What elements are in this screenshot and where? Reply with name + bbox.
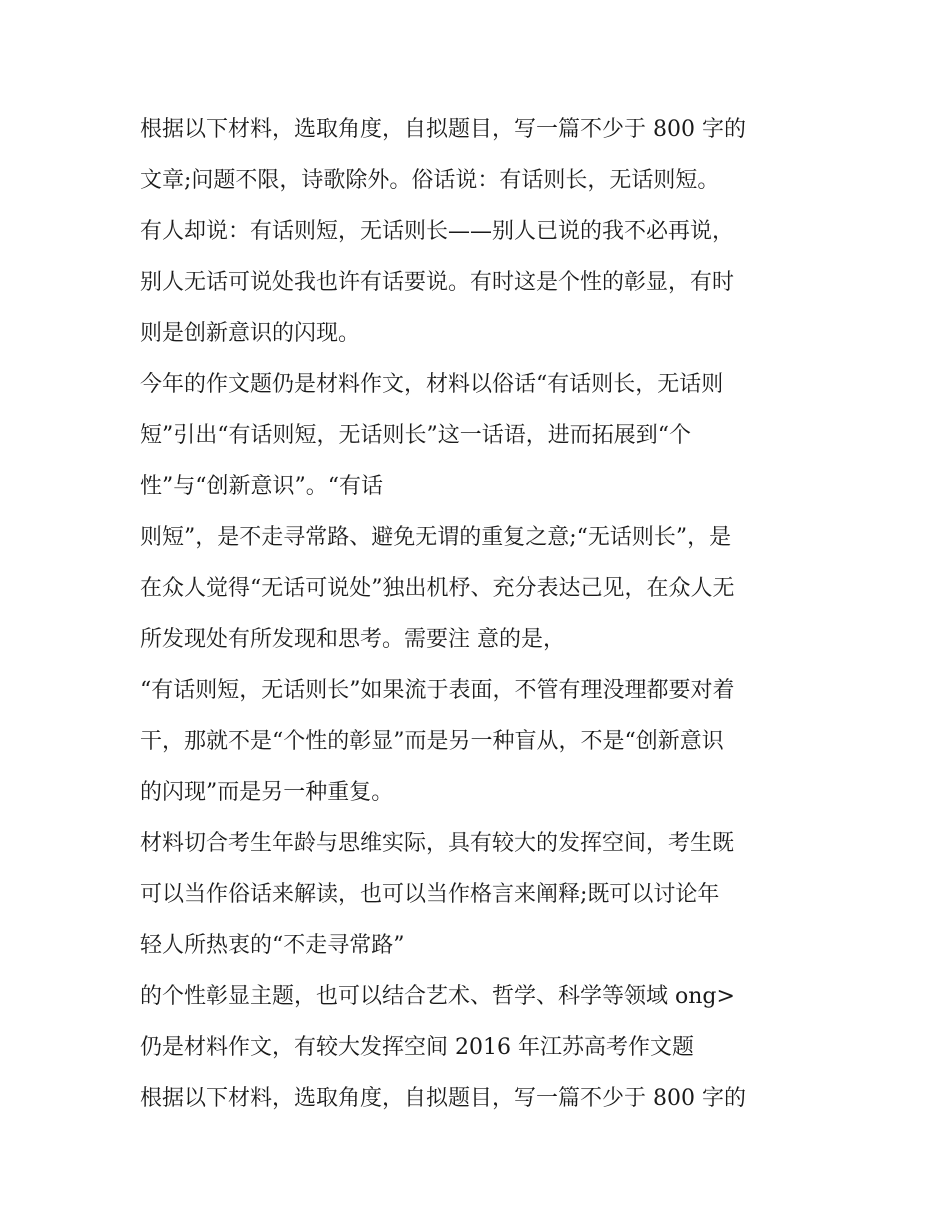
text-line: 轻人所热衷的“不走寻常路” xyxy=(140,933,405,958)
text-line: 在众人觉得“无话可说处”独出机杼、充分表达己见，在众人无 xyxy=(140,576,735,601)
text-line: 仍是材料作文，有较大发挥空间 2016 年江苏高考作文题 xyxy=(140,1035,694,1060)
text-line: 短”引出“有话则短，无话则长”这一话语，进而拓展到“个 xyxy=(140,423,691,448)
text-line: 的个性彰显主题，也可以结合艺术、哲学、科学等领域 ong> xyxy=(140,984,735,1009)
text-line: 的闪现”而是另一种重复。 xyxy=(140,780,394,805)
text-line: 有人却说：有话则短，无话则长——别人已说的我不必再说， xyxy=(140,219,735,244)
text-line: “有话则短，无话则长”如果流于表面，不管有理没理都要对着 xyxy=(140,678,735,703)
text-line: 别人无话可说处我也许有话要说。有时这是个性的彰显，有时 xyxy=(140,270,735,295)
text-line: 干，那就不是“个性的彰显”而是另一种盲从，不是“创新意识 xyxy=(140,729,724,754)
text-line: 则短”，是不走寻常路、避免无谓的重复之意;“无话则长”，是 xyxy=(140,525,732,550)
text-line: 今年的作文题仍是材料作文，材料以俗话“有话则长，无话则 xyxy=(140,372,724,397)
text-line: 材料切合考生年龄与思维实际，具有较大的发挥空间，考生既 xyxy=(140,831,735,856)
text-line: 根据以下材料，选取角度，自拟题目，写一篇不少于 800 字的 xyxy=(140,117,746,142)
text-line: 所发现处有所发现和思考。需要注 意的是， xyxy=(140,627,565,652)
text-line: 性”与“创新意识”。“有话 xyxy=(140,474,383,499)
text-line: 文章;问题不限，诗歌除外。俗话说：有话则长，无话则短。 xyxy=(140,168,720,193)
text-line: 可以当作俗话来解读，也可以当作格言来阐释;既可以讨论年 xyxy=(140,882,720,907)
text-line: 则是创新意识的闪现。 xyxy=(140,321,361,346)
text-line: 根据以下材料，选取角度，自拟题目，写一篇不少于 800 字的 xyxy=(140,1086,746,1111)
document-body xyxy=(140,110,820,1130)
